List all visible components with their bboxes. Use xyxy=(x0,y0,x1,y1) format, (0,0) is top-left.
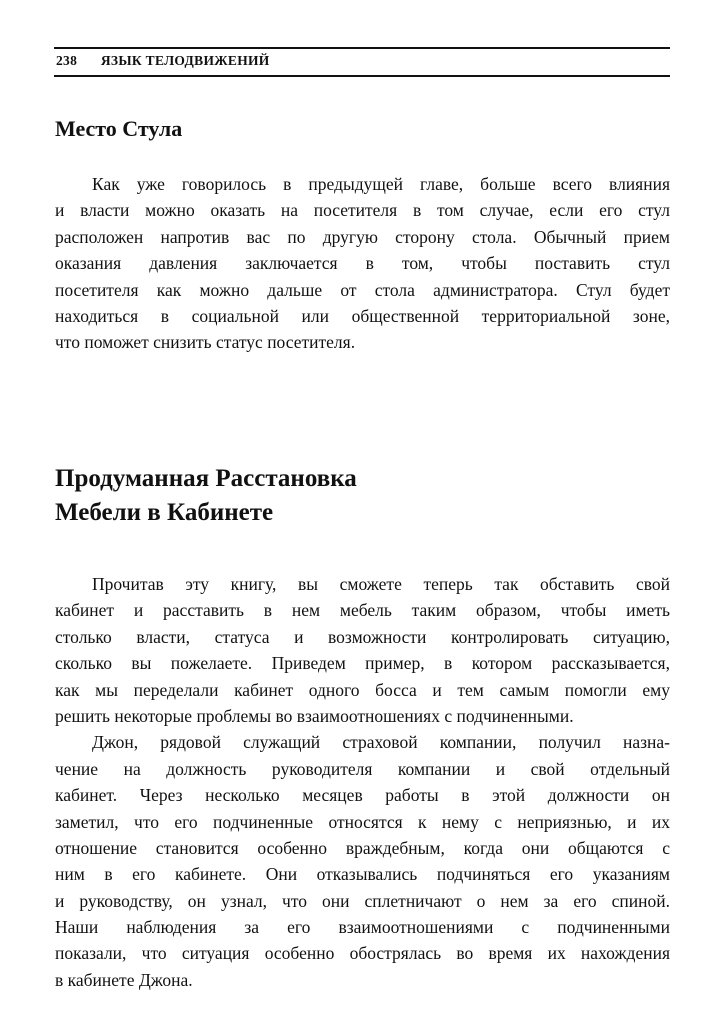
text-line: чение на должность руководителя компании и свой отдельный xyxy=(55,758,670,779)
text-line: в кабинете Джона. xyxy=(55,969,193,990)
heading-line: Мебели в Кабинете xyxy=(55,499,274,526)
text-line: столько власти, статуса и возможности контролировать ситуацию, xyxy=(55,626,670,647)
section-heading-furniture xyxy=(55,462,357,530)
text-line: кабинет. Через несколько месяцев работы в этой должности он xyxy=(55,785,670,806)
text-line: как мы переделали кабинет одного босса и тем самым помогли ему xyxy=(55,679,670,700)
text-line: сколько вы пожелаете. Приведем пример, в котором рассказывается, xyxy=(55,653,670,674)
heading-line: Продуманная Расстановка xyxy=(55,465,357,492)
text-line: отношение становится особенно враждебным, когда они общаются с xyxy=(55,837,670,858)
running-header xyxy=(56,53,270,69)
paragraph-chair-place xyxy=(55,171,670,356)
text-line: находиться в социальной или общественной территориальной зоне, xyxy=(55,305,670,326)
text-line: что поможет снизить статус посетителя. xyxy=(55,332,356,353)
text-line: оказания давления заключается в том, чтобы поставить стул xyxy=(55,253,670,274)
text-line: ним в его кабинете. Они отказывались подчиняться его указаниям xyxy=(55,864,670,885)
text-line: Как уже говорилось в предыдущей главе, больше всего влияния xyxy=(92,174,670,194)
page-number: 238 xyxy=(56,53,78,68)
text-line: решить некоторые проблемы во взаимоотношениях с подчиненными. xyxy=(55,705,574,726)
section-heading-chair-place: Место Стула xyxy=(55,116,183,141)
paragraph-furniture xyxy=(55,571,670,993)
text-line: Наши наблюдения за его взаимоотношениями с подчиненными xyxy=(55,917,670,938)
text-line: расположен напротив вас по другую сторону стола. Обычный прием xyxy=(55,226,670,247)
text-line: кабинет и расставить в нем мебель таким образом, чтобы иметь xyxy=(55,600,670,621)
text-line: и власти можно оказать на посетителя в том случае, если его стул xyxy=(55,200,670,221)
text-line: Прочитав эту книгу, вы сможете теперь так обставить свой xyxy=(92,574,670,594)
header-top-rule xyxy=(54,47,670,49)
text-line: показали, что ситуация особенно обострялась во время их нахождения xyxy=(55,943,670,964)
header-bottom-rule xyxy=(54,75,670,77)
text-line: Джон, рядовой служащий страховой компании, получил назна- xyxy=(92,732,670,753)
text-line: посетителя как можно дальше от стола администратора. Стул будет xyxy=(55,279,670,300)
text-line: и руководству, он узнал, что они сплетничают о нем за его спиной. xyxy=(55,890,670,911)
running-title: ЯЗЫК ТЕЛОДВИЖЕНИЙ xyxy=(100,53,270,68)
text-line: заметил, что его подчиненные относятся к нему с неприязнью, и их xyxy=(55,811,670,832)
